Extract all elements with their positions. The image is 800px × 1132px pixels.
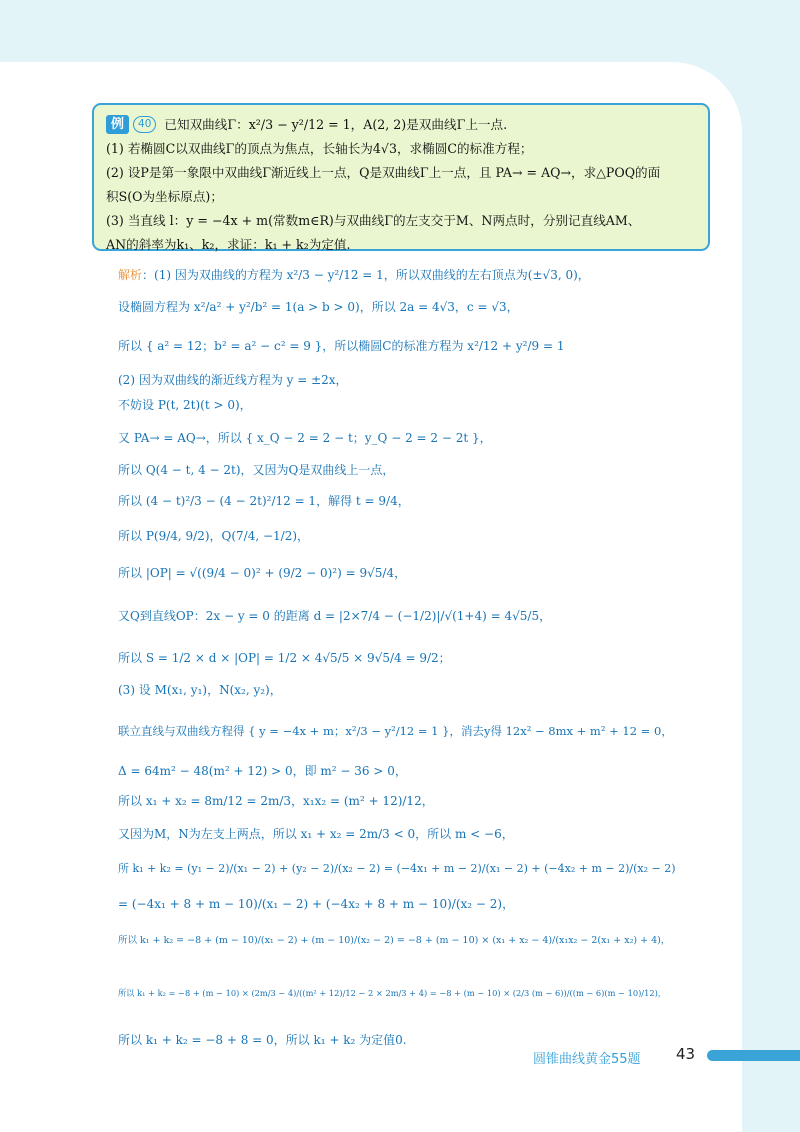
problem-line bbox=[106, 113, 696, 137]
solution-line: 又Q到直线OP：2x − y = 0 的距离 d = |2×7/4 − (−1/2)|/√(1+4) = 4√5/5， bbox=[118, 609, 552, 623]
solution-line: 所 k₁ + k₂ = (y₁ − 2)/(x₁ − 2) + (y₂ − 2)/(x₂ − 2) = (−4x₁ + m − 2)/(x₁ − 2) + (−4x₂ + m − 2)/(x₂ − 2) bbox=[118, 862, 676, 875]
solution-text: ：(1) 因为双曲线的方程为 x²/3 − y²/12 = 1，所以双曲线的左右顶点为(±√3, 0)， bbox=[142, 268, 590, 282]
solution-line: 所以 { a² = 12；b² = a² − c² = 9 }，所以椭圆C的标准方程为 x²/12 + y²/9 = 1 bbox=[118, 339, 565, 353]
solution-body bbox=[118, 262, 678, 1055]
solution-line: 所以 S = 1/2 × d × |OP| = 1/2 × 4√5/5 × 9√5/4 = 9/2； bbox=[118, 651, 451, 665]
solution-line: 所以 (4 − t)²/3 − (4 − 2t)²/12 = 1，解得 t = 9/4， bbox=[118, 494, 410, 508]
solution-line: 设椭圆方程为 x²/a² + y²/b² = 1(a > b > 0)，所以 2a = 4√3，c = √3， bbox=[118, 300, 519, 314]
solution-line: (3) 设 M(x₁, y₁)，N(x₂, y₂)， bbox=[118, 683, 282, 697]
problem-line: (3) 当直线 l：y = −4x + m(常数m∈R)与双曲线Γ的左支交于M、N两点时，分别记直线AM、 bbox=[106, 213, 641, 228]
example-number: 40 bbox=[133, 116, 156, 133]
problem-line: (1) 若椭圆C以双曲线Γ的顶点为焦点，长轴长为4√3，求椭圆C的标准方程； bbox=[106, 141, 533, 156]
solution-line: 联立直线与双曲线方程得 { y = −4x + m；x²/3 − y²/12 = 1 }，消去y得 12x² − 8mx + m² + 12 = 0， bbox=[118, 724, 673, 738]
solution-line: 又因为M，N为左支上两点，所以 x₁ + x₂ = 2m/3 < 0，所以 m < −6， bbox=[118, 827, 514, 841]
solution-tag: 解析 bbox=[118, 268, 143, 282]
solution-line: 所以 k₁ + k₂ = −8 + (m − 10) × (2m/3 − 4)/((m² + 12)/12 − 2 × 2m/3 + 4) = −8 + (m − 10) × (2/3 (m − 6))/((m − 6)(m − 10)/12)， bbox=[118, 988, 667, 998]
page-number: 43 bbox=[676, 1045, 696, 1063]
footer-accent-bar bbox=[707, 1050, 800, 1061]
solution-line: 所以 Q(4 − t, 4 − 2t)，又因为Q是双曲线上一点， bbox=[118, 463, 395, 477]
solution-line: Δ = 64m² − 48(m² + 12) > 0，即 m² − 36 > 0， bbox=[118, 764, 407, 778]
problem-line: (2) 设P是第一象限中双曲线Γ渐近线上一点，Q是双曲线Γ上一点，且 PA→ = AQ→，求△POQ的面 bbox=[106, 165, 661, 180]
book-title: 圆锥曲线黄金55题 bbox=[533, 1052, 641, 1067]
solution-line: = (−4x₁ + 8 + m − 10)/(x₁ − 2) + (−4x₂ + 8 + m − 10)/(x₂ − 2)， bbox=[118, 897, 515, 911]
solution-line bbox=[118, 262, 678, 291]
solution-line: 所以 P(9/4, 9/2)，Q(7/4, −1/2)， bbox=[118, 529, 310, 543]
problem-line: AN的斜率为k₁、k₂，求证：k₁ + k₂为定值. bbox=[106, 237, 351, 252]
solution-line: 又 PA→ = AQ→，所以 { x_Q − 2 = 2 − t；y_Q − 2 = 2 − 2t }， bbox=[118, 431, 492, 445]
problem-text: 已知双曲线Γ：x²/3 − y²/12 = 1，A(2, 2)是双曲线Γ上一点. bbox=[164, 117, 508, 132]
problem-box bbox=[92, 103, 710, 251]
solution-line: 所以 k₁ + k₂ = −8 + 8 = 0，所以 k₁ + k₂ 为定值0. bbox=[118, 1033, 407, 1047]
solution-line: 所以 |OP| = √((9/4 − 0)² + (9/2 − 0)²) = 9√5/4， bbox=[118, 566, 407, 580]
solution-line: 所以 x₁ + x₂ = 8m/12 = 2m/3，x₁x₂ = (m² + 12)/12， bbox=[118, 794, 434, 808]
problem-line: 积S(O为坐标原点)； bbox=[106, 189, 223, 204]
example-label: 例 bbox=[106, 115, 129, 134]
solution-line: 不妨设 P(t, 2t)(t > 0)， bbox=[118, 398, 252, 412]
solution-line: (2) 因为双曲线的渐近线方程为 y = ±2x， bbox=[118, 373, 348, 387]
solution-line: 所以 k₁ + k₂ = −8 + (m − 10)/(x₁ − 2) + (m − 10)/(x₂ − 2) = −8 + (m − 10) × (x₁ + x₂ − 4)/(x₁x₂ − 2(x₁ + x₂) + 4)， bbox=[118, 935, 671, 946]
